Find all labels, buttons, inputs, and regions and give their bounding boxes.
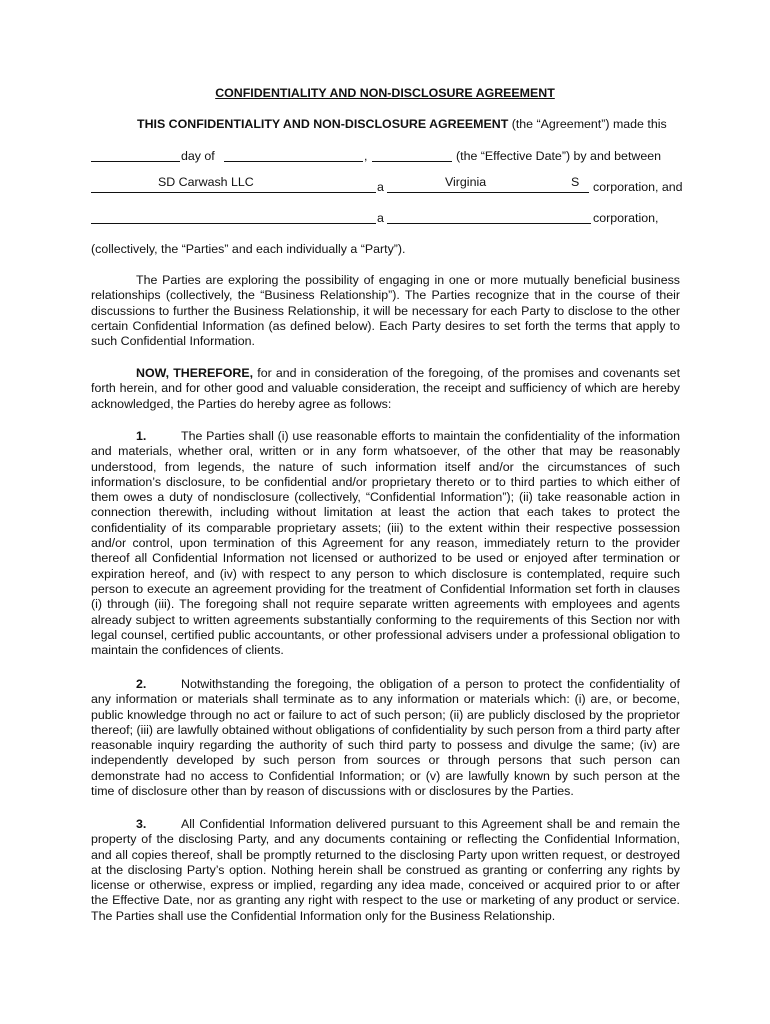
party1-corporation-label: corporation, and [593,180,683,194]
day-of-label: day of [181,149,215,163]
party1-name-value: SD Carwash LLC [158,175,254,189]
now-therefore-text: for and in consideration of the foregoing, of the promises and covenants set forth herein, and for other good and valuable consideration, the receipt and sufficiency of which are hereby acknowledged, the Parties do hereby agree as follows: [91,366,681,411]
month-blank[interactable] [224,161,363,162]
party1-a-label: a [377,180,384,194]
now-therefore-paragraph [91,366,680,412]
intro-rest: (the “Agreement”) made this [511,117,667,131]
year-blank[interactable] [372,161,452,162]
section-1-number: 1. [136,429,147,443]
section-1-paragraph [91,429,680,658]
document-title: CONFIDENTIALITY AND NON-DISCLOSURE AGREEMENT [215,86,555,100]
party1-state-value: Virginia [445,175,487,189]
section-3-number: 3. [136,817,147,831]
section-2-paragraph [91,677,680,799]
date-comma: , [364,149,368,163]
day-blank[interactable] [91,161,180,162]
section-3-paragraph [91,817,680,924]
section-2-number: 2. [136,677,147,691]
intro-line [137,117,667,132]
party1-state-blank[interactable] [387,192,589,193]
section-2-text: Notwithstanding the foregoing, the obligation of a person to protect the confidentiality of any information or materials shall terminate as to any information or materials which: (i) are, or become, public knowledge through no act or failure to act of such person; (ii) are publicly disclosed by the proprietor thereof; (iii) are lawfully obtained without obligations of confidentiality by such person from a third party after reasonable inquiry regarding the authority of such third party to possess and divulge the same; (iv) are independently developed by such person from sources or through persons that such person can demonstrate had no access to Confidential Information; or (v) are lawfully known by such person at the time of disclosure other than by reason of discussions with or disclosures by the Parties. [91,677,680,799]
intro-bold: THIS CONFIDENTIALITY AND NON-DISCLOSURE AGREEMENT [137,117,509,131]
now-therefore-bold: NOW, THEREFORE, [136,366,254,380]
party2-corporation-label: corporation, [593,211,659,225]
section-1-text: The Parties shall (i) use reasonable efforts to maintain the confidentiality of the information and materials, whether oral, written or in any form whatsoever, of the other that may be reasonably understood, from legends, the nature of such information itself and/or the circumstances of such information’s disclosure, to be confidential and/or proprietary thereto or to third parties to which either of them owes a duty of nondisclosure (collectively, “Confidential Information”); (ii) take reasonable action in connection therewith, including without limitation at least the action that each takes to protect the confidentiality of its comparable proprietary assets; (iii) to the extent within their respective possession and/or control, upon termination of this Agreement for any reason, immediately return to the provider thereof all Confidential Information not licensed or authorized to be used or enjoyed after termination or expiration hereof, and (iv) with respect to any person to which disclosure is contemplated, require such person to execute an agreement providing for the treatment of Confidential Information set forth in clauses (i) through (iii). The foregoing shall not require separate written agreements with employees and agents already subject to written agreements substantially conforming to the requirements of this Section nor with legal counsel, certified public accountants, or other professional advisers under a professional obligation to maintain the confidences of clients. [91,429,680,658]
recital-paragraph [91,273,680,349]
party2-name-blank[interactable] [91,223,376,224]
effective-date-label: (the “Effective Date”) by and between [456,149,662,163]
party2-a-label: a [377,211,384,225]
party1-name-blank[interactable] [91,192,376,193]
recital-text: The Parties are exploring the possibility of engaging in one or more mutually beneficial business relationships (collectively, the “Business Relationship”). The Parties recognize that in the course of their discussions to further the Business Relationship, it will be necessary for each Party to disclose to the other certain Confidential Information (as defined below). Each Party desires to set forth the terms that apply to such Confidential Information. [91,273,680,349]
party1-entity-type-value: S [571,175,580,189]
collectively-line: (collectively, the “Parties” and each individually a “Party”). [91,242,406,256]
party2-state-blank[interactable] [387,223,591,224]
section-3-text: All Confidential Information delivered pursuant to this Agreement shall be and remain the property of the disclosing Party, and any documents containing or reflecting the Confidential Information, and all copies thereof, shall be promptly returned to the disclosing Party upon written request, or destroyed at the disclosing Party’s option. Nothing herein shall be construed as granting or conferring any rights by license or otherwise, express or implied, regarding any idea made, conceived or acquired prior to or after the Effective Date, nor as granting any right with respect to the use or marketing of any product or service. The Parties shall use the Confidential Information only for the Business Relationship. [91,817,680,923]
